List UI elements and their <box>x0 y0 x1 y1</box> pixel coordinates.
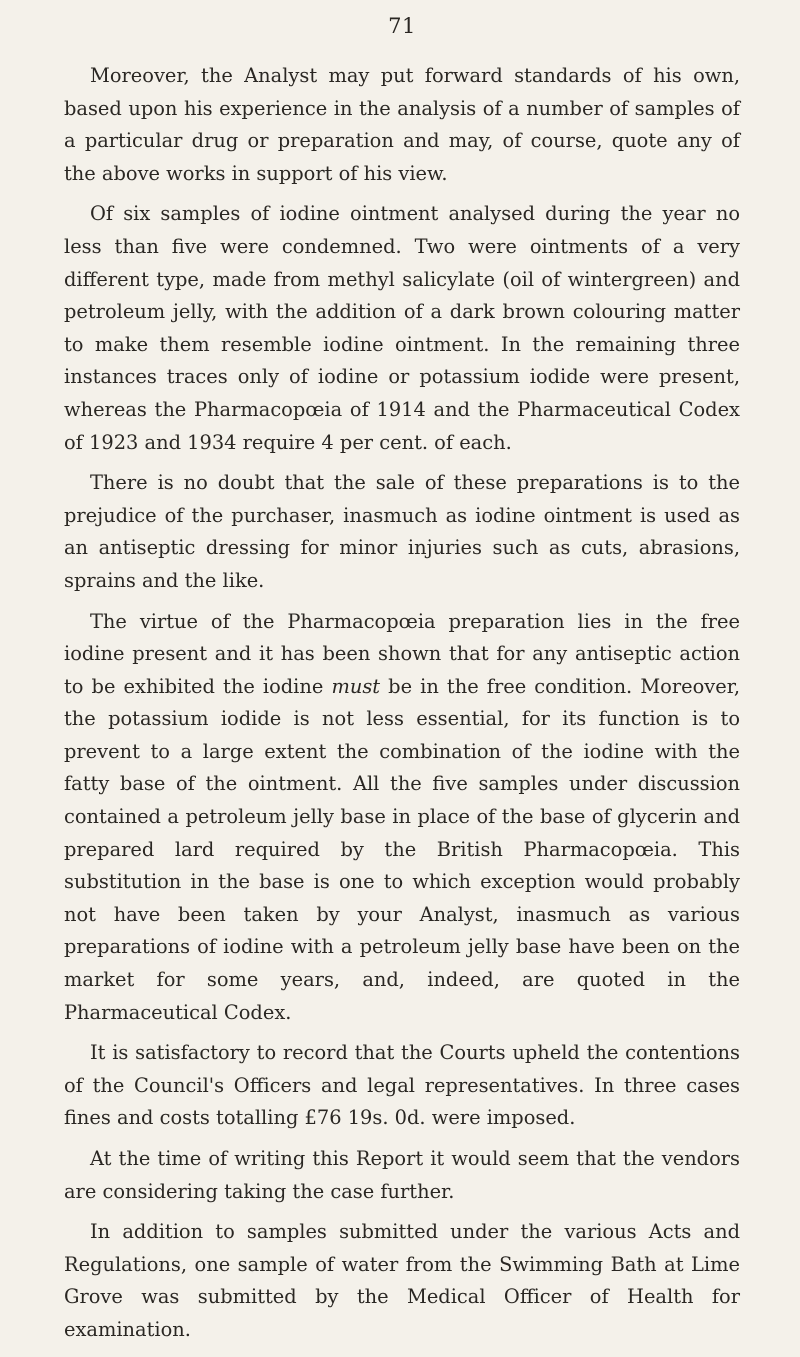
page-number: 71 <box>388 14 416 38</box>
paragraph-vendors: At the time of writing this Report it would seem that the vendors are considering taking the case further. <box>64 1147 740 1203</box>
paragraph-virtue-before: The virtue of the Pharmacopœia preparation lies in the free iodine present and it has been shown that for any antiseptic action to be exhibited the iodine <box>64 609 740 698</box>
paragraph-virtue-after: be in the free condition. Moreover, the potassium iodide is not less essential, for its function is to prevent to a large extent the combination of the iodine with the fatty base of the ointment. All the five samples under discussion contained a petroleum jelly base in place of the base of glycerin and prepared lard required by the British Pharmacopœia. This substitution in the base is one to which exception would probably not have been taken by your Analyst, inasmuch as various preparations of iodine with a petroleum jelly base have been on the market for some years, and, indeed, are quoted in the Pharmaceutical Codex. <box>64 674 740 1024</box>
paragraph-water-sample: In addition to samples submitted under the various Acts and Regulations, one sample of water from the Swimming Bath at Lime Grove was submitted by the Medical Officer of Health for examination. <box>64 1220 740 1341</box>
paragraph-analyst-standards: Moreover, the Analyst may put forward standards of his own, based upon his experience in the analysis of a number of samples of a particular drug or preparation and may, of course, quote any of the above works in support of his view. <box>64 64 740 185</box>
paragraph-iodine-samples: Of six samples of iodine ointment analysed during the year no less than five were condemned. Two were ointments of a very different type, made from methyl salicylate (oil of wintergreen) and petroleum jelly, with the addition of a dark brown colouring matter to make them resemble iodine ointment. In the remaining three instances traces only of iodine or potassium iodide were present, whereas the Pharmacopœia of 1914 and the Pharmaceutical Codex of 1923 and 1934 require 4 per cent. of each. <box>64 202 740 454</box>
paragraph-virtue <box>64 606 740 1030</box>
paragraph-courts: It is satisfactory to record that the Courts upheld the contentions of the Council's Officers and legal representatives. In three cases fines and costs totalling £76 19s. 0d. were imposed. <box>64 1041 740 1130</box>
paragraph-prejudice: There is no doubt that the sale of these preparations is to the prejudice of the purchaser, inasmuch as iodine ointment is used as an antiseptic dressing for minor injuries such as cuts, abrasions, sprains and the like. <box>64 471 740 592</box>
document-page <box>64 14 740 1355</box>
emphasis-must: must <box>331 674 381 698</box>
